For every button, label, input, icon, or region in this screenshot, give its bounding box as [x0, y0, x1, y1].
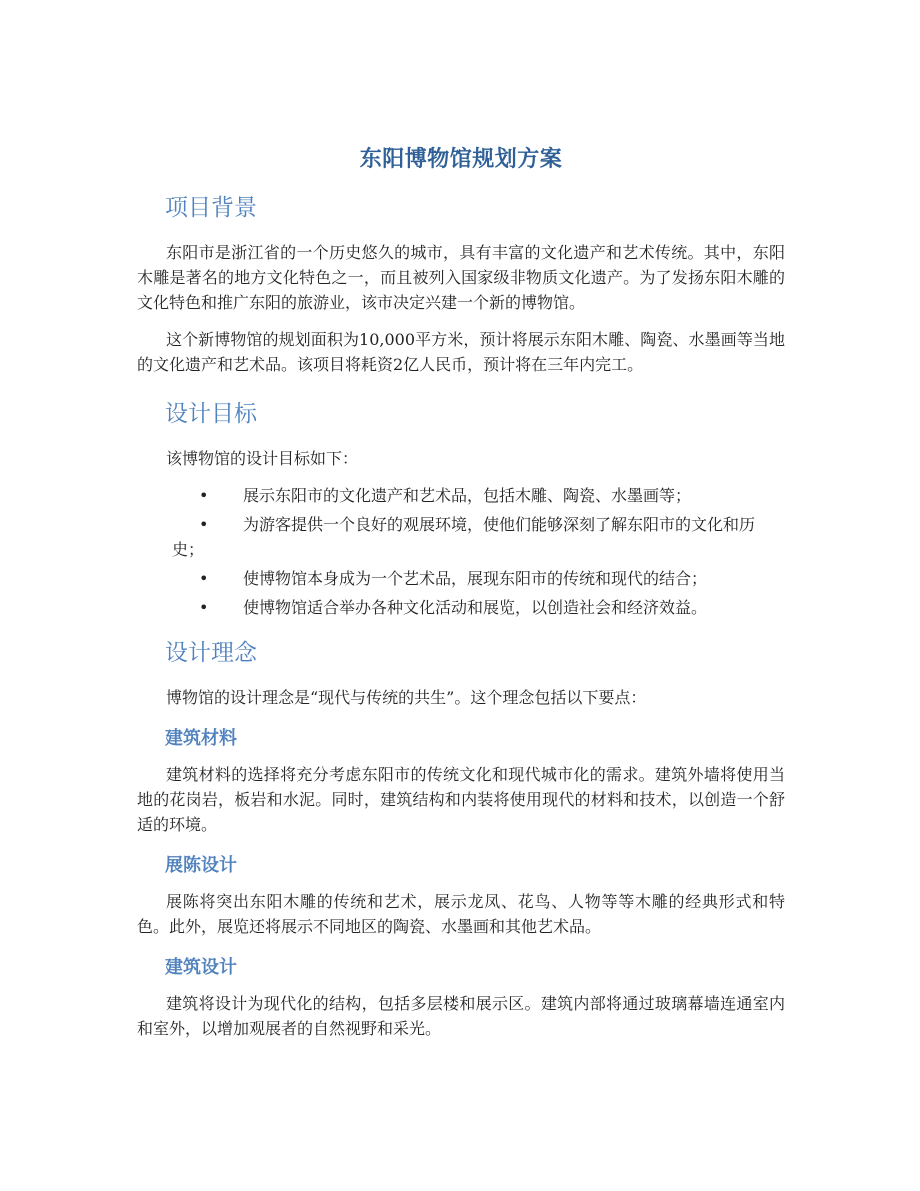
background-paragraph-1: 东阳市是浙江省的一个历史悠久的城市，具有丰富的文化遗产和艺术传统。其中，东阳木雕是著名的地方文化特色之一，而且被列入国家级非物质文化遗产。为了发扬东阳木雕的文化特色和推广东阳的旅游业，该市决定兴建一个新的博物馆。 — [137, 243, 785, 312]
heading-goals: 设计目标 — [165, 401, 257, 427]
list-item-text: 为游客提供一个良好的观展环境，使他们能够深刻了解东阳市的文化和历史； — [172, 515, 756, 559]
heading-materials: 建筑材料 — [165, 728, 237, 749]
heading-exhibition: 展陈设计 — [165, 855, 237, 876]
architecture-paragraph: 建筑将设计为现代化的结构，包括多层楼和展示区。建筑内部将通过玻璃幕墙连通室内和室外，以增加观展者的自然视野和采光。 — [137, 994, 785, 1038]
bullet-icon: • — [199, 569, 209, 588]
list-item — [137, 512, 785, 562]
goals-intro: 该博物馆的设计目标如下： — [166, 449, 359, 468]
document-title: 东阳博物馆规划方案 — [359, 146, 563, 172]
bullet-icon: • — [199, 515, 209, 534]
bullet-icon: • — [199, 598, 209, 617]
exhibition-paragraph: 展陈将突出东阳木雕的传统和艺术，展示龙凤、花鸟、人物等等木雕的经典形式和特色。此外，展览还将展示不同地区的陶瓷、水墨画和其他艺术品。 — [137, 892, 785, 936]
list-item-text: 使博物馆适合举办各种文化活动和展览，以创造社会和经济效益。 — [243, 598, 708, 617]
list-item-text: 展示东阳市的文化遗产和艺术品，包括木雕、陶瓷、水墨画等； — [243, 486, 692, 505]
heading-concept: 设计理念 — [165, 640, 257, 666]
concept-intro: 博物馆的设计理念是“现代与传统的共生”。这个理念包括以下要点： — [166, 688, 647, 707]
heading-architecture: 建筑设计 — [165, 957, 237, 978]
list-item-text: 使博物馆本身成为一个艺术品，展现东阳市的传统和现代的结合； — [243, 569, 708, 588]
bullet-icon: • — [199, 486, 209, 505]
materials-paragraph: 建筑材料的选择将充分考虑东阳市的传统文化和现代城市化的需求。建筑外墙将使用当地的花岗岩，板岩和水泥。同时，建筑结构和内装将使用现代的材料和技术，以创造一个舒适的环境。 — [137, 765, 785, 834]
heading-background: 项目背景 — [165, 195, 257, 221]
document-content — [137, 142, 785, 1053]
background-paragraph-2: 这个新博物馆的规划面积为10,000平方米，预计将展示东阳木雕、陶瓷、水墨画等当地的文化遗产和艺术品。该项目将耗资2亿人民币，预计将在三年内完工。 — [137, 330, 785, 374]
list-item — [137, 483, 785, 508]
list-item — [137, 595, 785, 620]
goals-list — [137, 483, 785, 620]
list-item — [137, 566, 785, 591]
